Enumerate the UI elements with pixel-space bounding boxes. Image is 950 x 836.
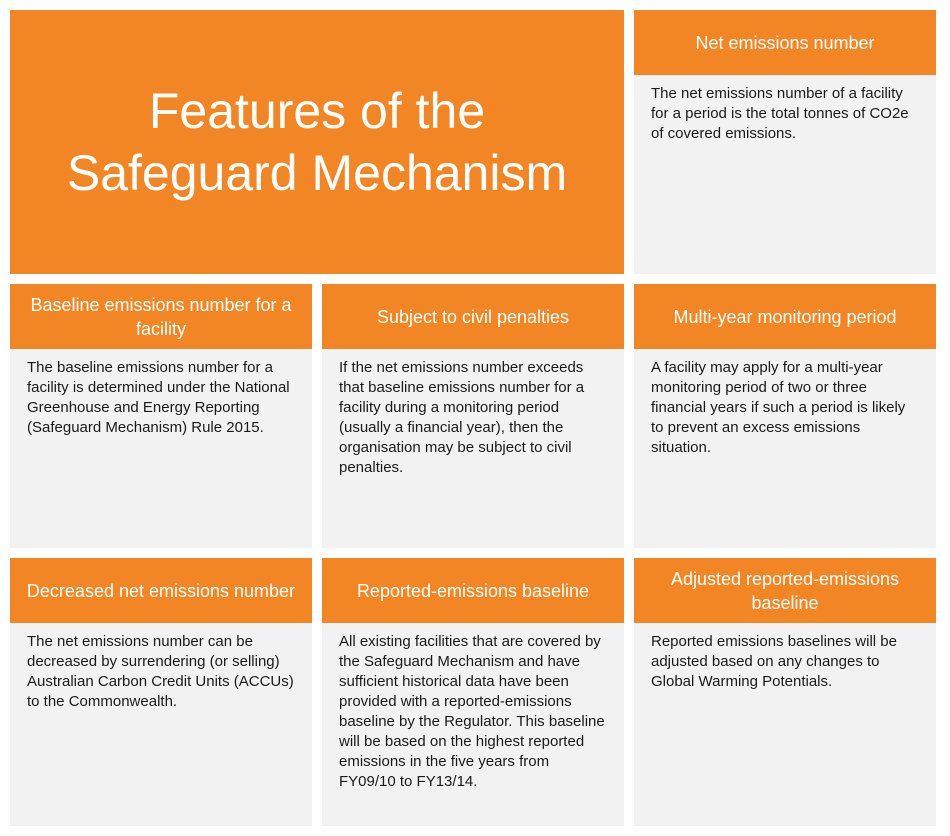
card-reported-baseline [322, 558, 624, 826]
card-net-emissions [634, 10, 936, 274]
card-text: A facility may apply for a multi-year monitoring period of two or three financial years if such a period is likely to prevent an excess emissions situation. [651, 359, 906, 456]
card-text: Reported emissions baselines will be adjusted based on any changes to Global Warming Potentials. [651, 633, 897, 690]
card-heading: Adjusted reported-emissions baseline [634, 558, 936, 623]
card-heading: Baseline emissions number for a facility [10, 284, 312, 349]
card-heading: Decreased net emissions number [10, 558, 312, 623]
title-line-1: Features of the [148, 83, 486, 139]
card-civil-penalties [322, 284, 624, 548]
card-heading: Net emissions number [634, 10, 936, 75]
card-heading: Multi-year monitoring period [634, 284, 936, 349]
title-panel [10, 10, 624, 274]
card-adjusted [634, 558, 936, 826]
card-text: If the net emissions number exceeds that baseline emissions number for a facility during a monitoring period (usually a financial year), then the organisation may be subject to civil penalties. [339, 359, 585, 476]
card-text: All existing facilities that are covered by the Safeguard Mechanism and have sufficient historical data have been provided with a reported-emissions baseline by the Regulator. This baseline will be based on the highest reported emissions in the five years from FY09/10 to FY13/14. [339, 633, 605, 790]
card-multi-year [634, 284, 936, 548]
card-decreased [10, 558, 312, 826]
card-text: The net emissions number of a facility for a period is the total tonnes of CO2e of covered emissions. [651, 85, 909, 142]
card-text: The baseline emissions number for a facility is determined under the National Greenhouse and Energy Reporting (Safeguard Mechanism) Rule 2015. [27, 359, 290, 436]
title-line-2: Safeguard Mechanism [66, 145, 568, 201]
page-title [67, 80, 567, 204]
card-heading: Subject to civil penalties [322, 284, 624, 349]
card-heading: Reported-emissions baseline [322, 558, 624, 623]
card-text: The net emissions number can be decreased by surrendering (or selling) Australian Carbon Credit Units (ACCUs) to the Commonwealth. [27, 633, 294, 710]
card-baseline [10, 284, 312, 548]
